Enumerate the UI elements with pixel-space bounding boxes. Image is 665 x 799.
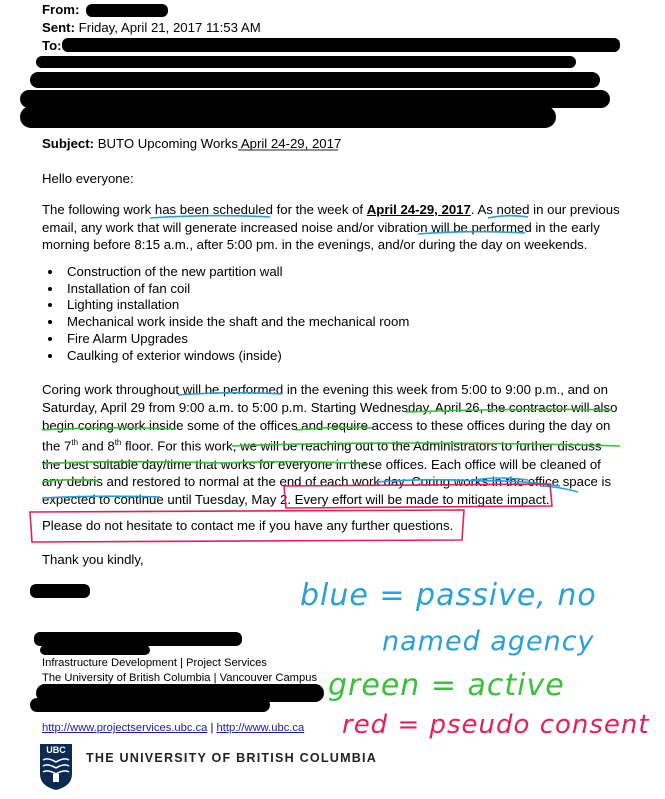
subject-label: Subject: [42,136,95,151]
legend-green: green = active [328,668,565,703]
from-label: From: [42,2,80,17]
projectservices-link[interactable]: http://www.projectservices.ubc.ca [42,722,208,734]
list-item: • Construction of the new partition wall [63,264,409,281]
subject-value: BUTO Upcoming Works April 24-29, 2017 [97,136,342,151]
contact-line: Please do not hesitate to contact me if you have any further questions. [42,518,454,533]
red-boxes [30,484,552,542]
closing: Thank you kindly, [42,552,144,567]
green-underlines [42,409,620,482]
superscript: th [71,438,79,448]
list-item: • Caulking of exterior windows (inside) [63,348,409,365]
intro-date: April 24-29, 2017 [366,202,471,217]
sent-label: Sent: [42,20,75,35]
list-item: • Mechanical work inside the shaft and the mechanical room [63,314,409,331]
blue-underlines [42,216,578,498]
superscript: th [114,438,122,448]
sent-value: Friday, April 21, 2017 11:53 AM [78,20,261,35]
ubc-link[interactable]: http://www.ubc.ca [216,722,305,734]
coring-text-2: floor. For this work, we will be reaching out to the Administrators to further discuss the best suitable day/time that works for everyone in these offices. Each office will be cleaned of any debris and restored to normal at the end of each work day. Coring works in the office space is expected to continue until Tuesday, May 2. Every effort will be made to mitigate impact. [42,438,612,508]
list-item: • Lighting installation [63,297,409,314]
coring-text-1: Coring work throughout will be performed in the evening this week from 5:00 to 9:00 p.m., and on Saturday, April 29 from 9:00 a.m. to 5:00 p.m. Starting Wednesday, April 26, the contractor will also begin coring work inside some of the offices and require access to these offices during the day on the 7 [42,382,618,454]
intro-text-start: The following work has been scheduled for the week of [42,202,367,217]
legend-red: red = pseudo consent [342,710,650,740]
list-item: • Installation of fan coil [63,281,409,298]
list-item: • Fire Alarm Upgrades [63,331,409,348]
signature-university: The University of British Columbia | Vancouver Campus [42,672,318,684]
legend-blue-line1: blue = passive, no [300,578,597,613]
signature-dept: Infrastructure Development | Project Services [42,657,267,669]
link-separator: | [207,722,217,734]
ubc-wordmark: THE UNIVERSITY OF BRITISH COLUMBIA [86,751,378,765]
to-label: To: [42,38,62,53]
legend-blue-line2: named agency [382,626,595,657]
intro-text-end: . As noted in our previous email, any work that will generate increased noise and/or vibration will be performed in the early morning before 8:15 a.m., after 5:00 pm. in the evenings, and/or during the day on weekends. [42,202,620,252]
ubc-logo-mark: UBC [46,745,66,755]
coring-text-mid: and 8 [78,438,115,454]
greeting: Hello everyone: [42,171,134,186]
